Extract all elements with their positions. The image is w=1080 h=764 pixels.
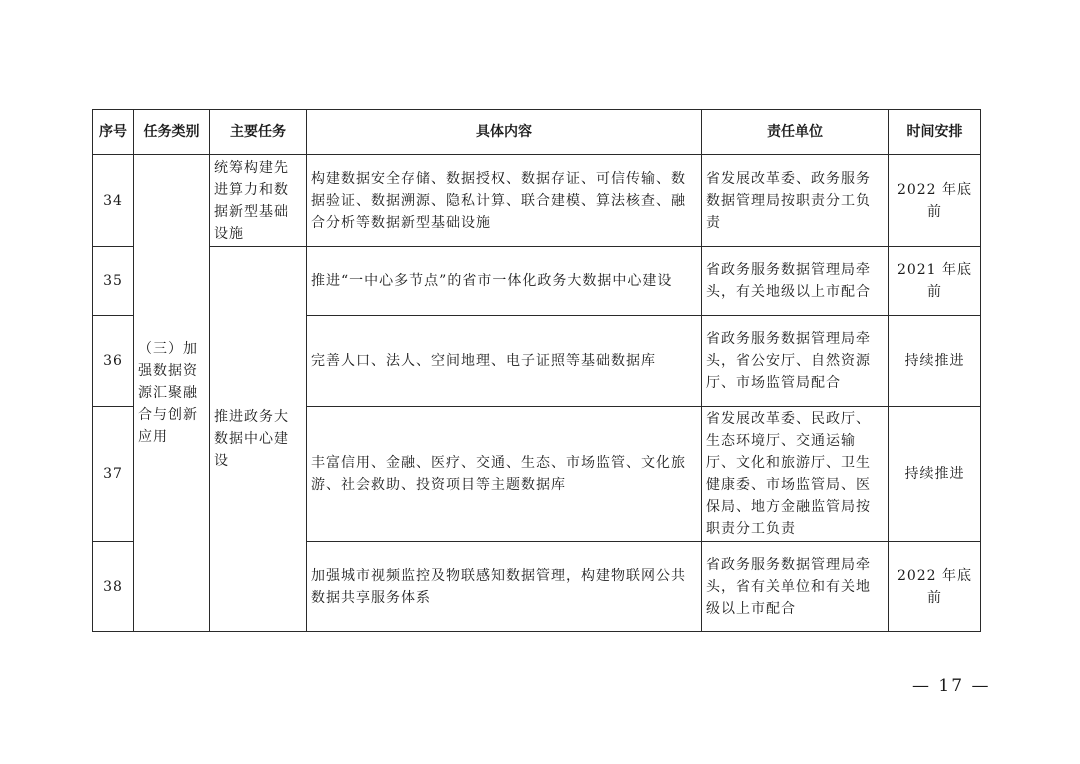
header-content: 具体内容 [307,110,702,155]
header-no: 序号 [93,110,134,155]
row-unit: 省发展改革委、政务服务数据管理局按职责分工负责 [702,155,889,247]
page-number: — 17 — [912,676,991,696]
row-unit: 省发展改革委、民政厅、生态环境厅、交通运输厅、文化和旅游厅、卫生健康委、市场监管局、医保局、地方金融监管局按职责分工负责 [702,407,889,542]
row-unit: 省政务服务数据管理局牵头，有关地级以上市配合 [702,247,889,316]
row-no: 35 [93,247,134,316]
header-task: 主要任务 [210,110,307,155]
task-category: （三）加强数据资源汇聚融合与创新应用 [134,155,210,632]
header-unit: 责任单位 [702,110,889,155]
main-task: 推进政务大数据中心建设 [210,247,307,632]
row-no: 38 [93,542,134,632]
table-row [93,155,981,247]
row-time: 持续推进 [889,316,981,407]
header-category: 任务类别 [134,110,210,155]
row-unit: 省政务服务数据管理局牵头，省公安厅、自然资源厅、市场监管局配合 [702,316,889,407]
table-row [93,247,981,316]
row-content: 加强城市视频监控及物联感知数据管理，构建物联网公共数据共享服务体系 [307,542,702,632]
row-content: 丰富信用、金融、医疗、交通、生态、市场监管、文化旅游、社会救助、投资项目等主题数据库 [307,407,702,542]
header-time: 时间安排 [889,110,981,155]
row-unit: 省政务服务数据管理局牵头，省有关单位和有关地级以上市配合 [702,542,889,632]
header-row [93,110,981,155]
main-task: 统筹构建先进算力和数据新型基础设施 [210,155,307,247]
row-no: 34 [93,155,134,247]
row-time: 持续推进 [889,407,981,542]
row-no: 37 [93,407,134,542]
row-time: 2022 年底前 [889,155,981,247]
row-content: 构建数据安全存储、数据授权、数据存证、可信传输、数据验证、数据溯源、隐私计算、联合建模、算法核查、融合分析等数据新型基础设施 [307,155,702,247]
row-content: 推进“一中心多节点”的省市一体化政务大数据中心建设 [307,247,702,316]
row-time: 2021 年底前 [889,247,981,316]
row-time: 2022 年底前 [889,542,981,632]
row-content: 完善人口、法人、空间地理、电子证照等基础数据库 [307,316,702,407]
row-no: 36 [93,316,134,407]
task-table [92,109,981,632]
